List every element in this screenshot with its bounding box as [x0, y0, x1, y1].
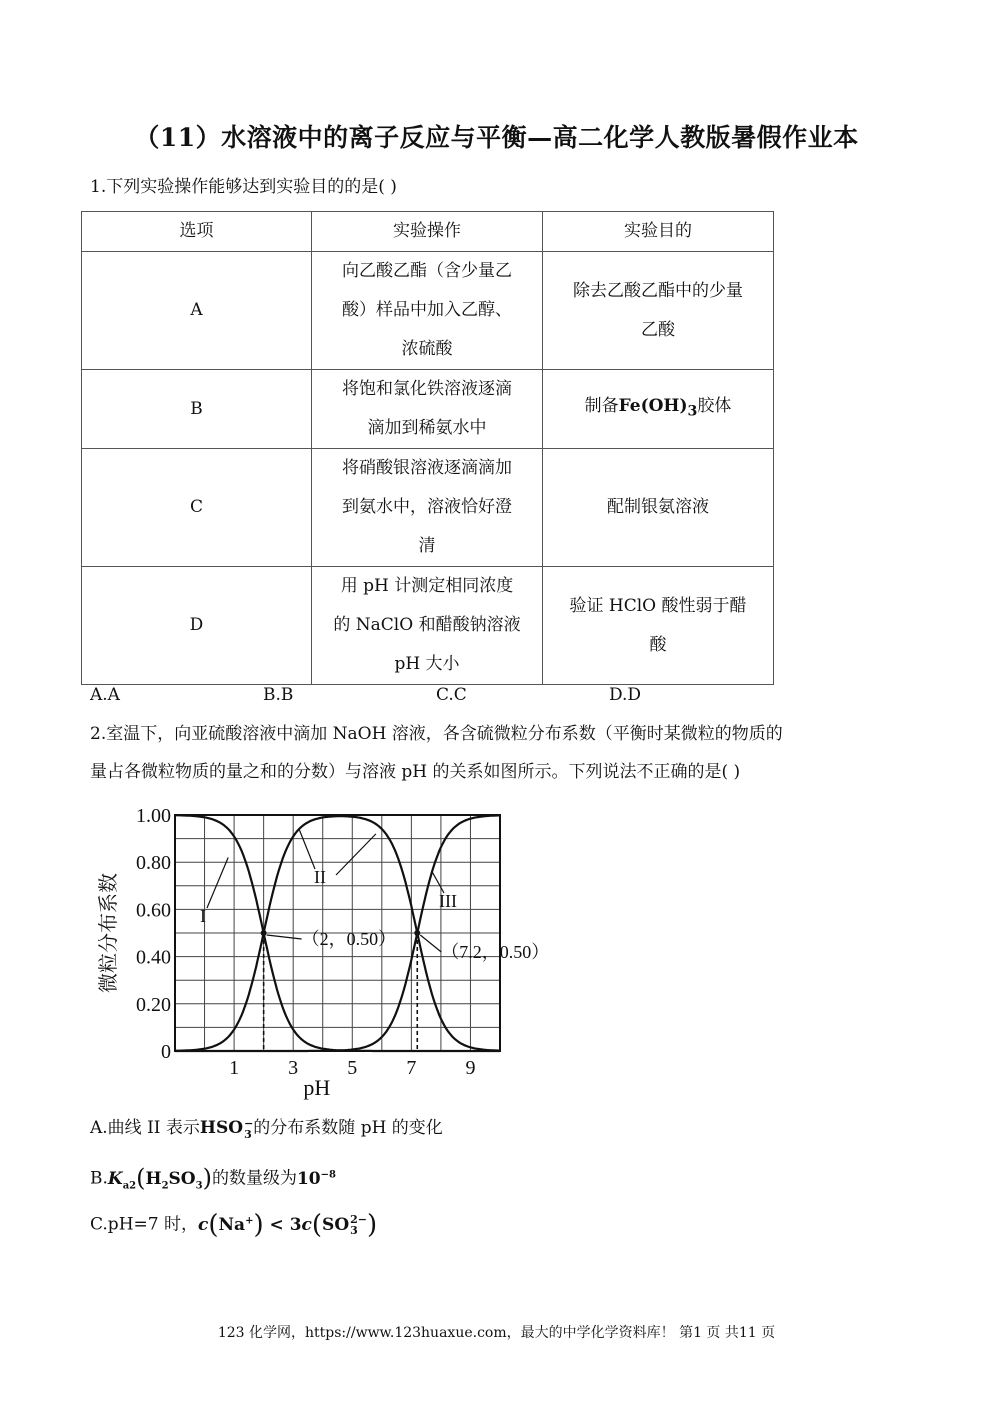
option-b-mid: 的数量级为	[211, 1168, 297, 1189]
question-1-stem: 1.下列实验操作能够达到实验目的的是( )	[90, 177, 397, 197]
row-operation-line: pH 大小	[394, 654, 460, 674]
option-a-prefix: A.曲线 II 表示	[90, 1118, 200, 1138]
x-tick-label: 7	[406, 1057, 417, 1079]
q2-option-b[interactable]	[90, 1160, 336, 1201]
table-header-operation: 实验操作	[312, 212, 543, 252]
intersection-point	[414, 930, 420, 936]
option-b-prefix: B.	[90, 1168, 108, 1189]
y-tick-label: 0	[161, 1041, 171, 1063]
page-title: （11）水溶液中的离子反应与平衡—高二化学人教版暑假作业本	[134, 123, 859, 152]
experiment-table	[81, 211, 774, 685]
row-operation-line: 将硝酸银溶液逐滴滴加	[342, 458, 512, 478]
row-purpose-line: 酸	[649, 634, 667, 655]
row-operation-line: 滴加到稀氨水中	[367, 418, 487, 438]
series-label: I	[200, 906, 206, 926]
row-purpose-line: 验证 HClO 酸性弱于醋	[569, 595, 747, 616]
row-operation-line: 的 NaClO 和醋酸钠溶液	[333, 615, 521, 635]
table-row	[82, 252, 774, 370]
purpose-prefix: 制备	[584, 395, 619, 416]
row-option: D	[82, 567, 312, 685]
row-purpose-line: 乙酸	[641, 319, 675, 340]
table-row	[82, 370, 774, 449]
inequality-formula: c(Na+) < 3c(SO 2− 3 )	[197, 1209, 378, 1240]
y-tick-label: 1.00	[136, 805, 171, 827]
q2-option-c[interactable]	[90, 1206, 377, 1240]
choice-d[interactable]: D.D	[609, 685, 642, 705]
row-operation	[312, 252, 543, 370]
choice-c[interactable]: C.C	[436, 685, 467, 705]
table-row	[82, 567, 774, 685]
q2-option-a[interactable]	[90, 1113, 443, 1143]
row-purpose	[543, 370, 774, 449]
row-operation-line: 浓硫酸	[401, 339, 453, 359]
fe-oh3-formula	[618, 395, 698, 420]
series-label-leader	[432, 872, 444, 893]
row-option: C	[82, 449, 312, 567]
distribution-chart	[90, 795, 560, 1100]
series-label: II	[314, 867, 326, 887]
ka2-formula: $K_{a2}(H_2SO_3)$	[107, 1163, 212, 1192]
annotation-label: （2，0.50）	[301, 929, 397, 949]
row-operation	[312, 370, 543, 449]
y-axis-label: 微粒分布系数	[98, 873, 120, 993]
question-2-stem-line-2: 量占各微粒物质的量之和的分数）与溶液 pH 的关系如图所示。下列说法不正确的是( )	[90, 762, 741, 782]
question-2-stem-line-1: 2.室温下，向亚硫酸溶液中滴加 NaOH 溶液，各含硫微粒分布系数（平衡时某微粒的物质的	[90, 724, 783, 744]
formula-subscript: 3	[687, 403, 698, 420]
row-purpose	[543, 449, 774, 567]
row-operation	[312, 449, 543, 567]
row-option: A	[82, 252, 312, 370]
row-operation	[312, 567, 543, 685]
annotation-label: （7.2，0.50）	[441, 942, 550, 962]
row-purpose-line: 除去乙酸乙酯中的少量	[573, 280, 743, 301]
row-operation-line: 酸）样品中加入乙醇、	[342, 300, 512, 320]
x-axis-label: pH	[303, 1075, 331, 1100]
hso3-formula: HSO − 3	[199, 1116, 254, 1141]
purpose-suffix: 胶体	[697, 395, 732, 416]
row-operation-line: 向乙酸乙酯（含少量乙	[342, 261, 512, 281]
power-formula: $10^{-8}$	[296, 1168, 336, 1189]
table-row	[82, 449, 774, 567]
table-header-row	[82, 212, 774, 252]
series-label: III	[439, 891, 457, 911]
series-label-leader	[336, 834, 376, 875]
annotation-leader	[420, 935, 441, 952]
intersection-point	[261, 930, 267, 936]
row-purpose	[543, 567, 774, 685]
annotation-leader	[267, 935, 302, 939]
formula-main: Fe(OH)	[618, 395, 688, 416]
row-purpose	[543, 252, 774, 370]
x-tick-label: 1	[229, 1057, 240, 1079]
row-operation-line: 清	[418, 536, 436, 556]
row-purpose-line: 配制银氨溶液	[607, 497, 709, 517]
choice-b[interactable]: B.B	[263, 685, 294, 705]
x-tick-label: 9	[465, 1057, 476, 1079]
y-tick-label: 0.20	[136, 993, 171, 1016]
option-c-prefix: C.pH=7 时，	[90, 1214, 198, 1235]
y-tick-label: 0.40	[136, 946, 171, 969]
series-label-leader	[207, 857, 228, 908]
table-header-purpose: 实验目的	[543, 212, 774, 252]
y-tick-label: 0.60	[136, 899, 171, 922]
table-header-option: 选项	[82, 212, 312, 252]
row-operation-line: 用 pH 计测定相同浓度	[340, 576, 514, 596]
page-footer: 123 化学网，https://www.123huaxue.com，最大的中学化学资料库！ 第1 页 共11 页	[217, 1325, 776, 1341]
x-tick-label: 3	[288, 1057, 299, 1079]
row-option: B	[82, 370, 312, 449]
choice-a[interactable]: A.A	[90, 685, 120, 705]
row-operation-line: 将饱和氯化铁溶液逐滴	[342, 379, 512, 399]
option-a-suffix: 的分布系数随 pH 的变化	[253, 1118, 443, 1138]
x-tick-label: 5	[347, 1057, 358, 1079]
y-tick-label: 0.80	[136, 852, 171, 875]
series-label-leader	[299, 829, 315, 869]
row-operation-line: 到氨水中，溶液恰好澄	[342, 497, 512, 517]
